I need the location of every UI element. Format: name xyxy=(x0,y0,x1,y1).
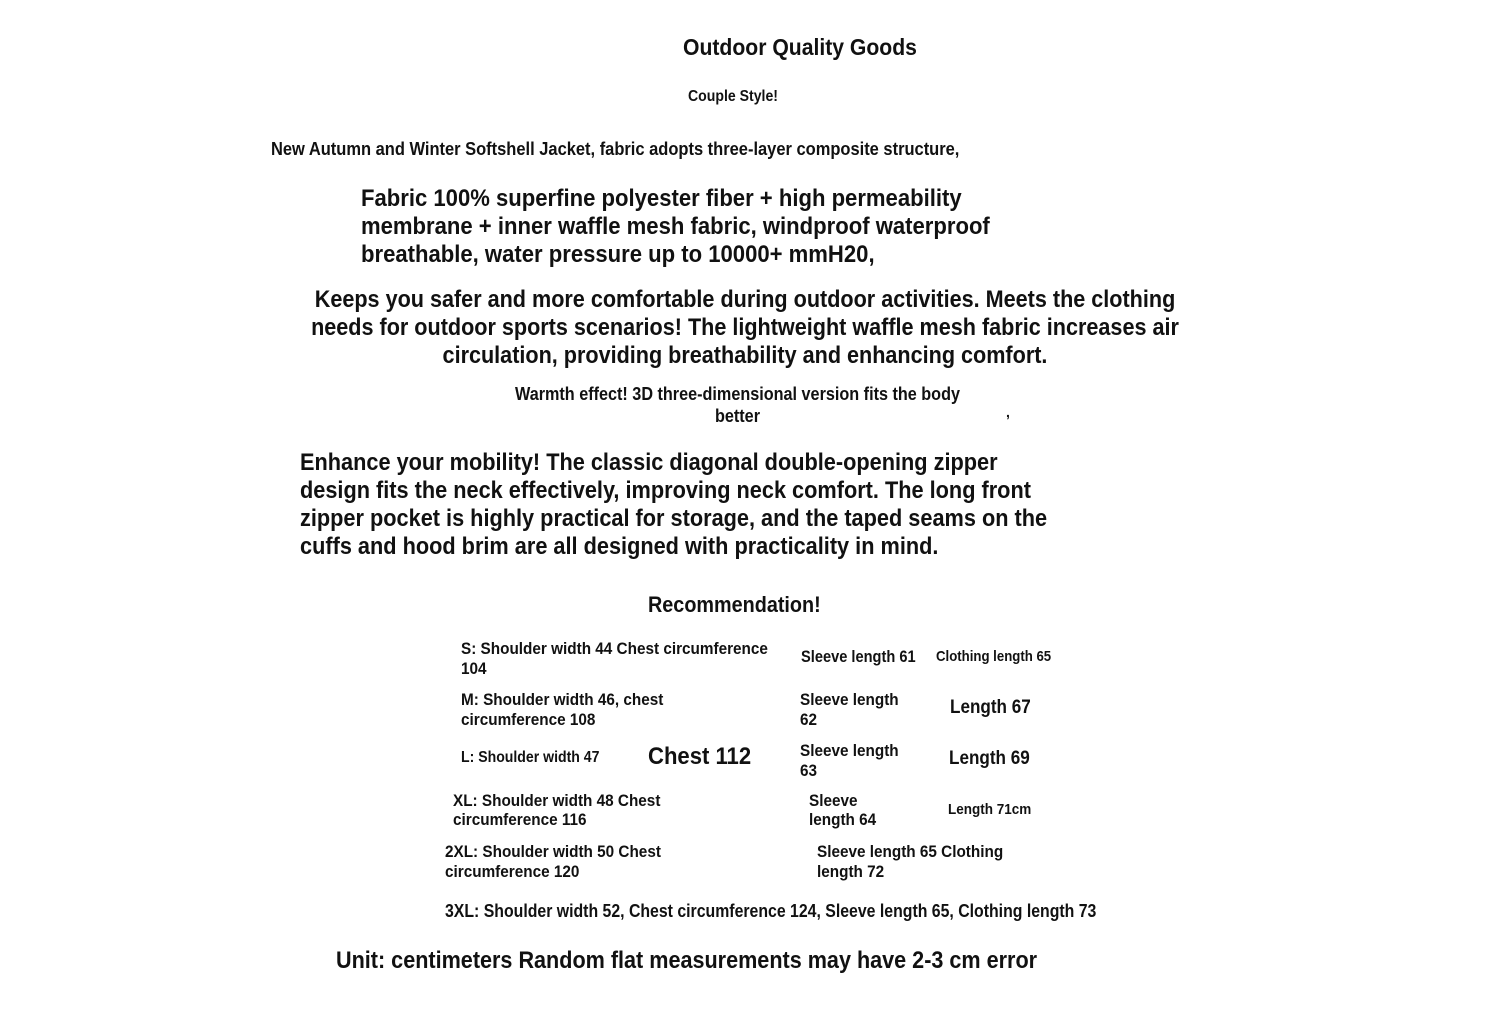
size-l-sleeve-line: 63 xyxy=(800,761,818,780)
mobility-line: cuffs and hood brim are all designed with practicality in mind. xyxy=(300,533,939,560)
comfort-paragraph xyxy=(230,286,1260,370)
size-l-shoulder xyxy=(461,750,618,766)
fabric-line: Fabric 100% superfine polyester fiber + high permeability xyxy=(361,185,962,212)
size-l-sleeve xyxy=(800,741,910,781)
stray-comma: , xyxy=(1006,404,1010,420)
size-s-body-line: S: Shoulder width 44 Chest circumference xyxy=(461,639,768,658)
size-xl-length xyxy=(948,802,1041,817)
size-chart-heading xyxy=(648,594,840,616)
size-s-body-line: 104 xyxy=(461,659,487,678)
size-l-sleeve-line: Sleeve length xyxy=(800,741,899,760)
warmth-line: Warmth effect! 3D three-dimensional version fits the body xyxy=(515,384,960,404)
size-s-length xyxy=(936,649,1067,664)
mobility-paragraph xyxy=(300,449,1126,561)
size-2xl-body xyxy=(445,842,685,882)
size-xl-sleeve-line: length 64 xyxy=(809,810,877,829)
size-footnote xyxy=(336,949,1115,973)
size-xl-body xyxy=(453,791,683,829)
size-xl-sleeve-line: Sleeve xyxy=(809,791,858,810)
fabric-line: membrane + inner waffle mesh fabric, windproof waterproof xyxy=(361,213,990,240)
comfort-line: Keeps you safer and more comfortable during outdoor activities. Meets the clothing xyxy=(314,286,1176,313)
mobility-line: Enhance your mobility! The classic diagonal double-opening zipper xyxy=(300,449,998,476)
comfort-line: circulation, providing breathability and enhancing comfort. xyxy=(442,342,1048,369)
size-l-chest xyxy=(648,745,760,769)
intro-text xyxy=(271,140,1023,158)
warmth-paragraph xyxy=(470,383,1005,427)
size-s-length-text: Clothing length 65 xyxy=(936,648,1052,665)
warmth-line: better xyxy=(714,406,760,426)
size-footnote-text: Unit: centimeters Random flat measurements may have 2-3 cm error xyxy=(336,947,1038,974)
page-title xyxy=(683,36,937,59)
intro-line: New Autumn and Winter Softshell Jacket, fabric adopts three-layer composite structure, xyxy=(271,139,960,159)
size-2xl-sleeve xyxy=(817,842,1024,882)
size-2xl-body-line: 2XL: Shoulder width 50 Chest xyxy=(445,842,661,861)
subtitle xyxy=(688,89,790,105)
subtitle-text: Couple Style! xyxy=(688,88,778,105)
size-s-sleeve xyxy=(801,648,934,665)
size-m-body-line: M: Shoulder width 46, chest xyxy=(461,690,664,709)
size-xl-sleeve xyxy=(809,791,884,829)
size-m-sleeve-line: Sleeve length xyxy=(800,690,899,709)
mobility-line: design fits the neck effectively, improving neck comfort. The long front xyxy=(300,477,1031,504)
size-l-length-text: Length 69 xyxy=(949,748,1030,769)
size-chart-heading-text: Recommendation! xyxy=(648,592,821,617)
size-xl-length-text: Length 71cm xyxy=(948,801,1032,818)
size-m-body xyxy=(461,690,686,730)
size-2xl-sleeve-line: length 72 xyxy=(817,862,885,881)
size-m-body-line: circumference 108 xyxy=(461,710,596,729)
size-l-length xyxy=(949,749,1039,768)
size-m-sleeve xyxy=(800,690,910,730)
size-l-shoulder-text: L: Shoulder width 47 xyxy=(461,749,600,766)
size-l-chest-text: Chest 112 xyxy=(648,743,752,770)
size-m-sleeve-line: 62 xyxy=(800,710,818,729)
fabric-paragraph xyxy=(361,185,1044,269)
size-2xl-body-line: circumference 120 xyxy=(445,862,580,881)
size-xl-body-line: circumference 116 xyxy=(453,810,587,829)
size-m-length xyxy=(950,698,1040,717)
page-title-text: Outdoor Quality Goods xyxy=(683,34,917,60)
mobility-line: zipper pocket is highly practical for storage, and the taped seams on the xyxy=(300,505,1048,532)
size-2xl-sleeve-line: Sleeve length 65 Clothing xyxy=(817,842,1004,861)
fabric-line: breathable, water pressure up to 10000+ mmH20, xyxy=(361,241,875,268)
size-3xl-text: 3XL: Shoulder width 52, Chest circumference 124, Sleeve length 65, Clothing length 73 xyxy=(445,901,1097,921)
size-m-length-text: Length 67 xyxy=(950,697,1031,718)
size-xl-body-line: XL: Shoulder width 48 Chest xyxy=(453,791,661,810)
size-s-sleeve-text: Sleeve length 61 xyxy=(801,647,916,666)
comfort-line: needs for outdoor sports scenarios! The lightweight waffle mesh fabric increases air xyxy=(311,314,1179,341)
size-s-body xyxy=(461,639,802,679)
size-3xl-row xyxy=(445,902,1185,920)
